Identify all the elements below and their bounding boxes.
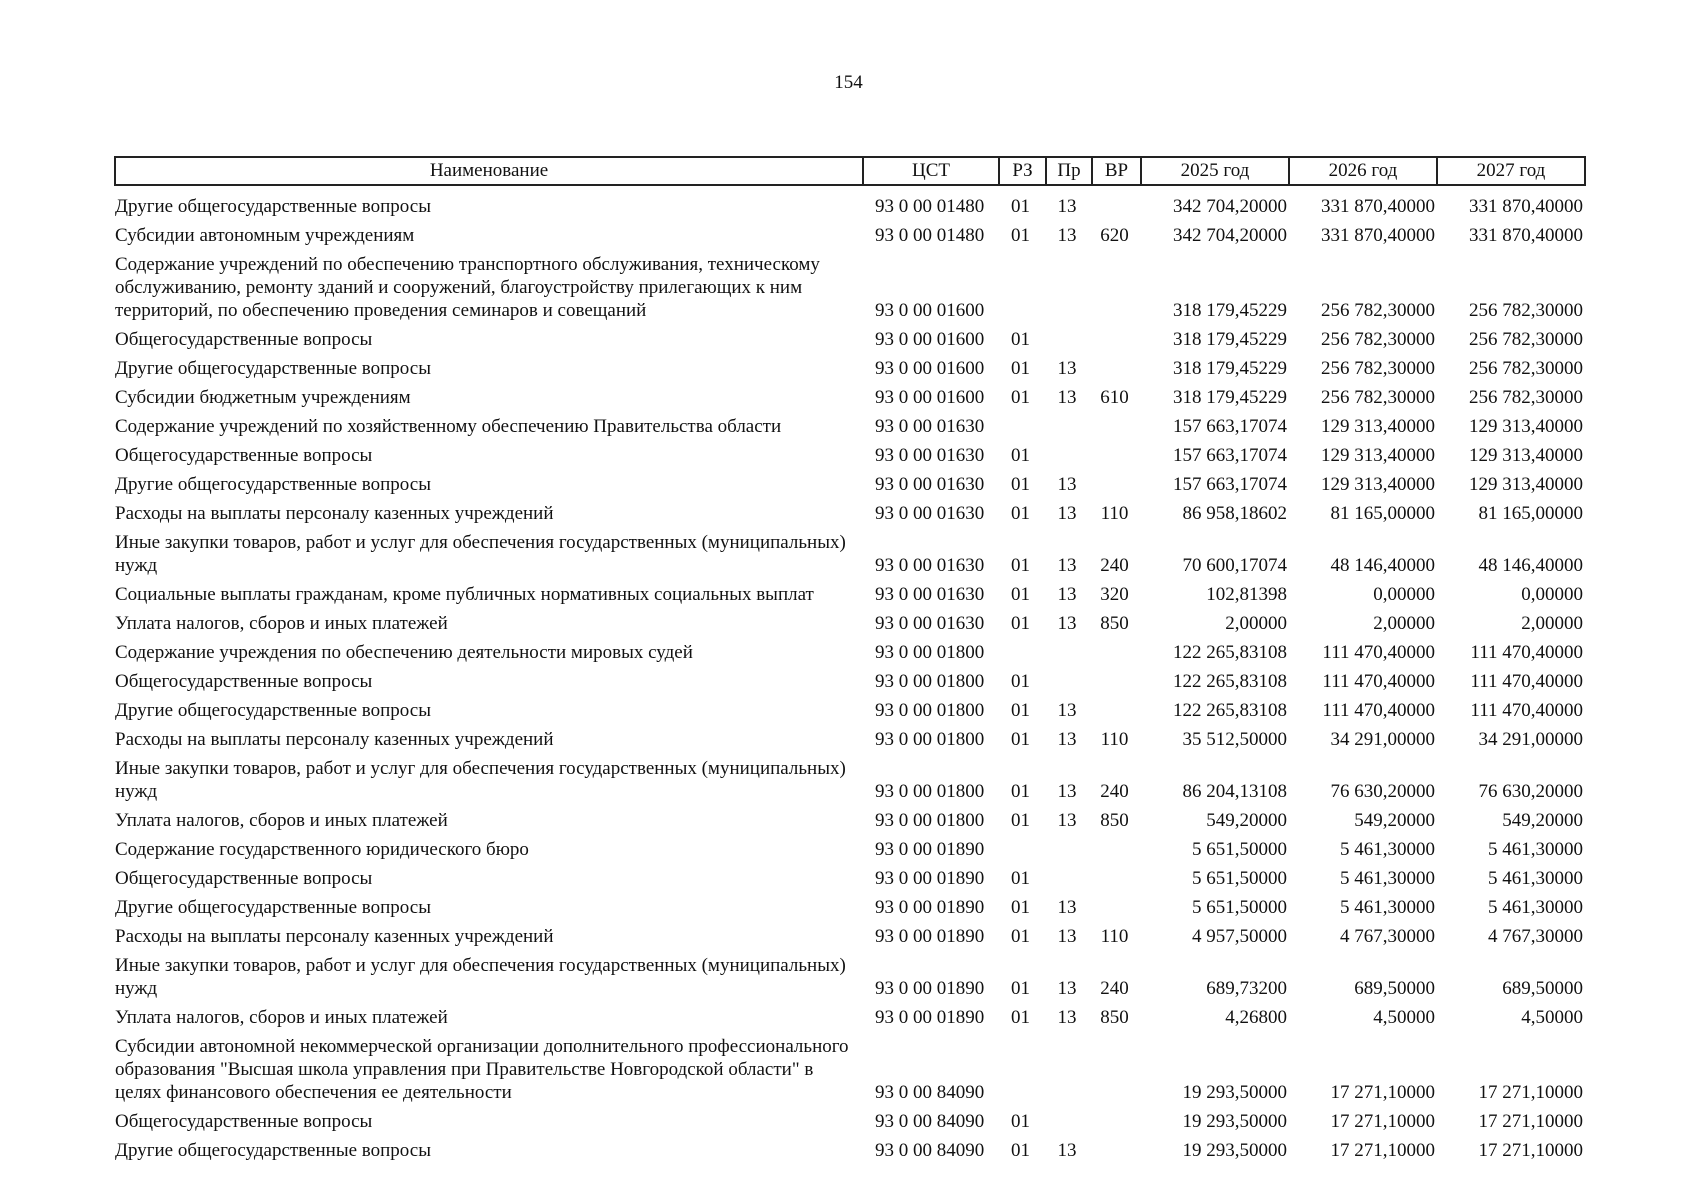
cell-cst: 93 0 00 01630 xyxy=(875,416,985,437)
table-row xyxy=(115,1136,1585,1165)
cell-cst: 93 0 00 01630 xyxy=(875,584,985,605)
cell-2027: 48 146,40000 xyxy=(1478,555,1583,576)
cell-rz: 01 xyxy=(1011,358,1030,379)
cell-2026: 549,20000 xyxy=(1354,810,1435,831)
cell-pr xyxy=(1046,638,1092,667)
cell-cst: 93 0 00 01800 xyxy=(875,671,985,692)
cell-pr: 13 xyxy=(1057,978,1077,999)
cell-rz xyxy=(999,1032,1046,1107)
cell-2027: 129 313,40000 xyxy=(1469,416,1583,437)
cell-2027: 0,00000 xyxy=(1521,584,1583,605)
cell-2027: 129 313,40000 xyxy=(1469,474,1583,495)
cell-vr xyxy=(1092,638,1141,667)
cell-2027: 2,00000 xyxy=(1521,613,1583,634)
cell-2025: 122 265,83108 xyxy=(1173,642,1287,663)
cell-vr xyxy=(1092,250,1141,325)
budget-table xyxy=(114,156,1586,1165)
cell-2027: 129 313,40000 xyxy=(1469,445,1583,466)
table-row xyxy=(115,192,1585,221)
cell-2027: 76 630,20000 xyxy=(1478,781,1583,802)
cell-2025: 35 512,50000 xyxy=(1182,729,1287,750)
header-rz: РЗ xyxy=(999,157,1046,185)
cell-2026: 111 470,40000 xyxy=(1322,642,1435,663)
cell-2025: 342 704,20000 xyxy=(1173,196,1287,217)
table-row xyxy=(115,528,1585,580)
cell-pr xyxy=(1046,835,1092,864)
cell-name: Иные закупки товаров, работ и услуг для обеспечения государственных (муниципальных) нужд xyxy=(115,532,846,576)
cell-vr xyxy=(1092,441,1141,470)
cell-2026: 34 291,00000 xyxy=(1330,729,1435,750)
cell-2026: 256 782,30000 xyxy=(1321,387,1435,408)
cell-pr xyxy=(1046,250,1092,325)
cell-name: Другие общегосударственные вопросы xyxy=(115,358,431,379)
cell-name: Другие общегосударственные вопросы xyxy=(115,196,431,217)
cell-name: Содержание учреждений по хозяйственному обеспечению Правительства области xyxy=(115,416,782,437)
cell-cst: 93 0 00 01890 xyxy=(875,926,985,947)
cell-2026: 256 782,30000 xyxy=(1321,300,1435,321)
cell-pr: 13 xyxy=(1057,897,1077,918)
cell-cst: 93 0 00 01890 xyxy=(875,868,985,889)
cell-pr xyxy=(1046,325,1092,354)
cell-pr xyxy=(1046,1032,1092,1107)
cell-2025: 318 179,45229 xyxy=(1173,387,1287,408)
cell-vr xyxy=(1092,835,1141,864)
cell-name: Расходы на выплаты персоналу казенных учреждений xyxy=(115,926,554,947)
table-row xyxy=(115,221,1585,250)
cell-vr: 610 xyxy=(1100,387,1129,408)
cell-2025: 4,26800 xyxy=(1225,1007,1287,1028)
cell-rz: 01 xyxy=(1011,868,1030,889)
cell-name: Иные закупки товаров, работ и услуг для обеспечения государственных (муниципальных) нужд xyxy=(115,955,846,999)
cell-2025: 549,20000 xyxy=(1206,810,1287,831)
cell-2027: 111 470,40000 xyxy=(1470,700,1583,721)
cell-cst: 93 0 00 01800 xyxy=(875,729,985,750)
table-row xyxy=(115,354,1585,383)
cell-2026: 689,50000 xyxy=(1354,978,1435,999)
cell-name: Общегосударственные вопросы xyxy=(115,671,373,692)
cell-name: Уплата налогов, сборов и иных платежей xyxy=(115,810,448,831)
cell-2025: 102,81398 xyxy=(1206,584,1287,605)
cell-rz: 01 xyxy=(1011,445,1030,466)
cell-2026: 129 313,40000 xyxy=(1321,474,1435,495)
cell-2026: 4,50000 xyxy=(1373,1007,1435,1028)
cell-pr: 13 xyxy=(1057,700,1077,721)
cell-vr xyxy=(1092,696,1141,725)
cell-2026: 48 146,40000 xyxy=(1330,555,1435,576)
cell-2027: 17 271,10000 xyxy=(1478,1082,1583,1103)
cell-vr xyxy=(1092,893,1141,922)
cell-cst: 93 0 00 84090 xyxy=(875,1082,985,1103)
cell-rz: 01 xyxy=(1011,810,1030,831)
cell-2026: 129 313,40000 xyxy=(1321,445,1435,466)
cell-cst: 93 0 00 01600 xyxy=(875,387,985,408)
cell-rz: 01 xyxy=(1011,1140,1030,1161)
table-row xyxy=(115,638,1585,667)
cell-name: Уплата налогов, сборов и иных платежей xyxy=(115,613,448,634)
cell-2027: 256 782,30000 xyxy=(1469,387,1583,408)
cell-rz: 01 xyxy=(1011,555,1030,576)
cell-2025: 19 293,50000 xyxy=(1182,1111,1287,1132)
table-row xyxy=(115,609,1585,638)
cell-2026: 331 870,40000 xyxy=(1321,196,1435,217)
cell-2025: 5 651,50000 xyxy=(1192,839,1287,860)
cell-2025: 122 265,83108 xyxy=(1173,700,1287,721)
cell-name: Общегосударственные вопросы xyxy=(115,329,373,350)
cell-2025: 5 651,50000 xyxy=(1192,897,1287,918)
cell-2025: 19 293,50000 xyxy=(1182,1082,1287,1103)
cell-vr xyxy=(1092,470,1141,499)
cell-rz: 01 xyxy=(1011,387,1030,408)
cell-cst: 93 0 00 01630 xyxy=(875,613,985,634)
cell-name: Иные закупки товаров, работ и услуг для обеспечения государственных (муниципальных) нужд xyxy=(115,758,846,802)
cell-cst: 93 0 00 84090 xyxy=(875,1140,985,1161)
cell-cst: 93 0 00 01890 xyxy=(875,1007,985,1028)
cell-rz: 01 xyxy=(1011,897,1030,918)
cell-2026: 81 165,00000 xyxy=(1330,503,1435,524)
table-row xyxy=(115,951,1585,1003)
cell-2025: 2,00000 xyxy=(1225,613,1287,634)
cell-pr: 13 xyxy=(1057,926,1077,947)
cell-2027: 34 291,00000 xyxy=(1478,729,1583,750)
cell-pr: 13 xyxy=(1057,474,1077,495)
table-row xyxy=(115,806,1585,835)
cell-2026: 17 271,10000 xyxy=(1330,1111,1435,1132)
cell-cst: 93 0 00 01600 xyxy=(875,300,985,321)
cell-2027: 81 165,00000 xyxy=(1478,503,1583,524)
cell-rz xyxy=(999,250,1046,325)
cell-vr: 620 xyxy=(1100,225,1129,246)
cell-pr: 13 xyxy=(1057,613,1077,634)
cell-2027: 4 767,30000 xyxy=(1488,926,1583,947)
cell-2025: 318 179,45229 xyxy=(1173,300,1287,321)
cell-rz: 01 xyxy=(1011,474,1030,495)
cell-2026: 4 767,30000 xyxy=(1340,926,1435,947)
header-cst: ЦСТ xyxy=(863,157,999,185)
table-header-row xyxy=(115,157,1585,185)
header-2025: 2025 год xyxy=(1141,157,1289,185)
cell-2026: 129 313,40000 xyxy=(1321,416,1435,437)
cell-2026: 5 461,30000 xyxy=(1340,868,1435,889)
cell-vr: 240 xyxy=(1100,555,1129,576)
cell-2026: 5 461,30000 xyxy=(1340,897,1435,918)
cell-name: Содержание учреждения по обеспечению деятельности мировых судей xyxy=(115,642,693,663)
cell-pr: 13 xyxy=(1057,584,1077,605)
cell-cst: 93 0 00 01890 xyxy=(875,978,985,999)
cell-vr: 850 xyxy=(1100,810,1129,831)
cell-2025: 342 704,20000 xyxy=(1173,225,1287,246)
cell-pr: 13 xyxy=(1057,729,1077,750)
cell-vr xyxy=(1092,667,1141,696)
cell-2026: 0,00000 xyxy=(1373,584,1435,605)
cell-cst: 93 0 00 01800 xyxy=(875,810,985,831)
cell-name: Субсидии бюджетным учреждениям xyxy=(115,387,411,408)
cell-2027: 17 271,10000 xyxy=(1478,1140,1583,1161)
cell-cst: 93 0 00 01800 xyxy=(875,642,985,663)
cell-vr: 110 xyxy=(1100,503,1129,524)
cell-vr xyxy=(1092,1032,1141,1107)
cell-2026: 5 461,30000 xyxy=(1340,839,1435,860)
table-row xyxy=(115,696,1585,725)
cell-2027: 689,50000 xyxy=(1502,978,1583,999)
cell-2025: 689,73200 xyxy=(1206,978,1287,999)
cell-rz: 01 xyxy=(1011,781,1030,802)
cell-2026: 256 782,30000 xyxy=(1321,329,1435,350)
table-row xyxy=(115,412,1585,441)
cell-2026: 111 470,40000 xyxy=(1322,671,1435,692)
table-row xyxy=(115,441,1585,470)
cell-2027: 549,20000 xyxy=(1502,810,1583,831)
cell-2027: 111 470,40000 xyxy=(1470,671,1583,692)
cell-rz: 01 xyxy=(1011,926,1030,947)
cell-2026: 111 470,40000 xyxy=(1322,700,1435,721)
cell-vr xyxy=(1092,1136,1141,1165)
cell-rz: 01 xyxy=(1011,503,1030,524)
cell-2025: 86 958,18602 xyxy=(1182,503,1287,524)
cell-2027: 111 470,40000 xyxy=(1470,642,1583,663)
cell-rz: 01 xyxy=(1011,1007,1030,1028)
cell-name: Другие общегосударственные вопросы xyxy=(115,1140,431,1161)
table-row xyxy=(115,922,1585,951)
table-row xyxy=(115,725,1585,754)
cell-pr xyxy=(1046,441,1092,470)
cell-2026: 17 271,10000 xyxy=(1330,1082,1435,1103)
cell-rz xyxy=(999,835,1046,864)
cell-2025: 157 663,17074 xyxy=(1173,445,1287,466)
header-vr: ВР xyxy=(1092,157,1141,185)
header-2026: 2026 год xyxy=(1289,157,1437,185)
cell-2027: 5 461,30000 xyxy=(1488,897,1583,918)
cell-name: Социальные выплаты гражданам, кроме публичных нормативных социальных выплат xyxy=(115,584,814,605)
cell-2027: 256 782,30000 xyxy=(1469,300,1583,321)
cell-cst: 93 0 00 01630 xyxy=(875,555,985,576)
cell-vr: 850 xyxy=(1100,613,1129,634)
cell-2025: 318 179,45229 xyxy=(1173,358,1287,379)
cell-2026: 256 782,30000 xyxy=(1321,358,1435,379)
cell-rz: 01 xyxy=(1011,671,1030,692)
cell-cst: 93 0 00 01600 xyxy=(875,329,985,350)
cell-rz: 01 xyxy=(1011,729,1030,750)
cell-vr xyxy=(1092,354,1141,383)
cell-cst: 93 0 00 01600 xyxy=(875,358,985,379)
cell-vr: 320 xyxy=(1100,584,1129,605)
cell-pr: 13 xyxy=(1057,781,1077,802)
cell-vr: 850 xyxy=(1100,1007,1129,1028)
cell-2025: 86 204,13108 xyxy=(1182,781,1287,802)
cell-rz: 01 xyxy=(1011,978,1030,999)
cell-rz xyxy=(999,412,1046,441)
cell-vr xyxy=(1092,412,1141,441)
cell-2027: 5 461,30000 xyxy=(1488,839,1583,860)
cell-pr: 13 xyxy=(1057,196,1077,217)
cell-name: Общегосударственные вопросы xyxy=(115,445,373,466)
table-row xyxy=(115,1003,1585,1032)
cell-2027: 4,50000 xyxy=(1521,1007,1583,1028)
table-row xyxy=(115,754,1585,806)
cell-vr: 110 xyxy=(1100,926,1129,947)
cell-vr xyxy=(1092,1107,1141,1136)
cell-name: Субсидии автономной некоммерческой организации дополнительного профессионального образования "Высшая школа управления при Правительстве Новгородской области" в целях финансового обеспечения ее деятельности xyxy=(115,1036,849,1103)
cell-2026: 331 870,40000 xyxy=(1321,225,1435,246)
cell-pr: 13 xyxy=(1057,358,1077,379)
cell-pr xyxy=(1046,412,1092,441)
cell-2025: 70 600,17074 xyxy=(1182,555,1287,576)
cell-vr: 240 xyxy=(1100,978,1129,999)
cell-name: Общегосударственные вопросы xyxy=(115,868,373,889)
cell-name: Другие общегосударственные вопросы xyxy=(115,897,431,918)
cell-2025: 122 265,83108 xyxy=(1173,671,1287,692)
cell-pr: 13 xyxy=(1057,387,1077,408)
cell-pr xyxy=(1046,667,1092,696)
cell-name: Расходы на выплаты персоналу казенных учреждений xyxy=(115,729,554,750)
cell-2025: 157 663,17074 xyxy=(1173,474,1287,495)
cell-vr: 110 xyxy=(1100,729,1129,750)
cell-2027: 5 461,30000 xyxy=(1488,868,1583,889)
cell-pr: 13 xyxy=(1057,1007,1077,1028)
cell-cst: 93 0 00 01630 xyxy=(875,474,985,495)
cell-name: Другие общегосударственные вопросы xyxy=(115,700,431,721)
cell-name: Содержание государственного юридического бюро xyxy=(115,839,529,860)
table-row xyxy=(115,499,1585,528)
table-row xyxy=(115,835,1585,864)
cell-2027: 331 870,40000 xyxy=(1469,225,1583,246)
cell-pr: 13 xyxy=(1057,225,1077,246)
cell-rz: 01 xyxy=(1011,700,1030,721)
cell-2025: 5 651,50000 xyxy=(1192,868,1287,889)
table-row xyxy=(115,864,1585,893)
cell-pr: 13 xyxy=(1057,810,1077,831)
cell-vr xyxy=(1092,325,1141,354)
cell-2027: 256 782,30000 xyxy=(1469,329,1583,350)
cell-rz: 01 xyxy=(1011,225,1030,246)
cell-name: Субсидии автономным учреждениям xyxy=(115,225,415,246)
cell-rz: 01 xyxy=(1011,584,1030,605)
cell-2025: 157 663,17074 xyxy=(1173,416,1287,437)
header-pr: Пр xyxy=(1046,157,1092,185)
table-row xyxy=(115,1032,1585,1107)
cell-2025: 19 293,50000 xyxy=(1182,1140,1287,1161)
table-row xyxy=(115,325,1585,354)
cell-vr xyxy=(1092,864,1141,893)
cell-cst: 93 0 00 01480 xyxy=(875,225,985,246)
cell-2027: 256 782,30000 xyxy=(1469,358,1583,379)
table-row xyxy=(115,250,1585,325)
cell-cst: 93 0 00 01630 xyxy=(875,503,985,524)
cell-2025: 4 957,50000 xyxy=(1192,926,1287,947)
table-row xyxy=(115,470,1585,499)
cell-pr xyxy=(1046,1107,1092,1136)
cell-cst: 93 0 00 01480 xyxy=(875,196,985,217)
cell-name: Общегосударственные вопросы xyxy=(115,1111,373,1132)
table-row xyxy=(115,667,1585,696)
header-2027: 2027 год xyxy=(1437,157,1585,185)
page-number: 154 xyxy=(834,72,863,93)
cell-pr: 13 xyxy=(1057,503,1077,524)
cell-vr xyxy=(1092,192,1141,221)
table-row xyxy=(115,1107,1585,1136)
cell-rz: 01 xyxy=(1011,329,1030,350)
cell-rz: 01 xyxy=(1011,1111,1030,1132)
cell-2027: 17 271,10000 xyxy=(1478,1111,1583,1132)
cell-name: Содержание учреждений по обеспечению транспортного обслуживания, техническому обслуживанию, ремонту зданий и сооружений, благоустройству прилегающих к ним территорий, по обеспечению проведения семинаров и совещаний xyxy=(115,254,820,321)
cell-name: Другие общегосударственные вопросы xyxy=(115,474,431,495)
cell-vr: 240 xyxy=(1100,781,1129,802)
table-row xyxy=(115,580,1585,609)
cell-cst: 93 0 00 84090 xyxy=(875,1111,985,1132)
cell-pr: 13 xyxy=(1057,555,1077,576)
cell-2026: 2,00000 xyxy=(1373,613,1435,634)
cell-2026: 76 630,20000 xyxy=(1330,781,1435,802)
table-row xyxy=(115,893,1585,922)
header-name: Наименование xyxy=(115,157,863,185)
cell-2026: 17 271,10000 xyxy=(1330,1140,1435,1161)
cell-rz: 01 xyxy=(1011,196,1030,217)
table-row xyxy=(115,383,1585,412)
table-body xyxy=(115,192,1585,1165)
cell-cst: 93 0 00 01890 xyxy=(875,897,985,918)
cell-2025: 318 179,45229 xyxy=(1173,329,1287,350)
cell-rz: 01 xyxy=(1011,613,1030,634)
cell-cst: 93 0 00 01630 xyxy=(875,445,985,466)
cell-2027: 331 870,40000 xyxy=(1469,196,1583,217)
cell-pr xyxy=(1046,864,1092,893)
cell-rz xyxy=(999,638,1046,667)
cell-pr: 13 xyxy=(1057,1140,1077,1161)
cell-cst: 93 0 00 01890 xyxy=(875,839,985,860)
cell-cst: 93 0 00 01800 xyxy=(875,781,985,802)
cell-name: Уплата налогов, сборов и иных платежей xyxy=(115,1007,448,1028)
cell-name: Расходы на выплаты персоналу казенных учреждений xyxy=(115,503,554,524)
cell-cst: 93 0 00 01800 xyxy=(875,700,985,721)
